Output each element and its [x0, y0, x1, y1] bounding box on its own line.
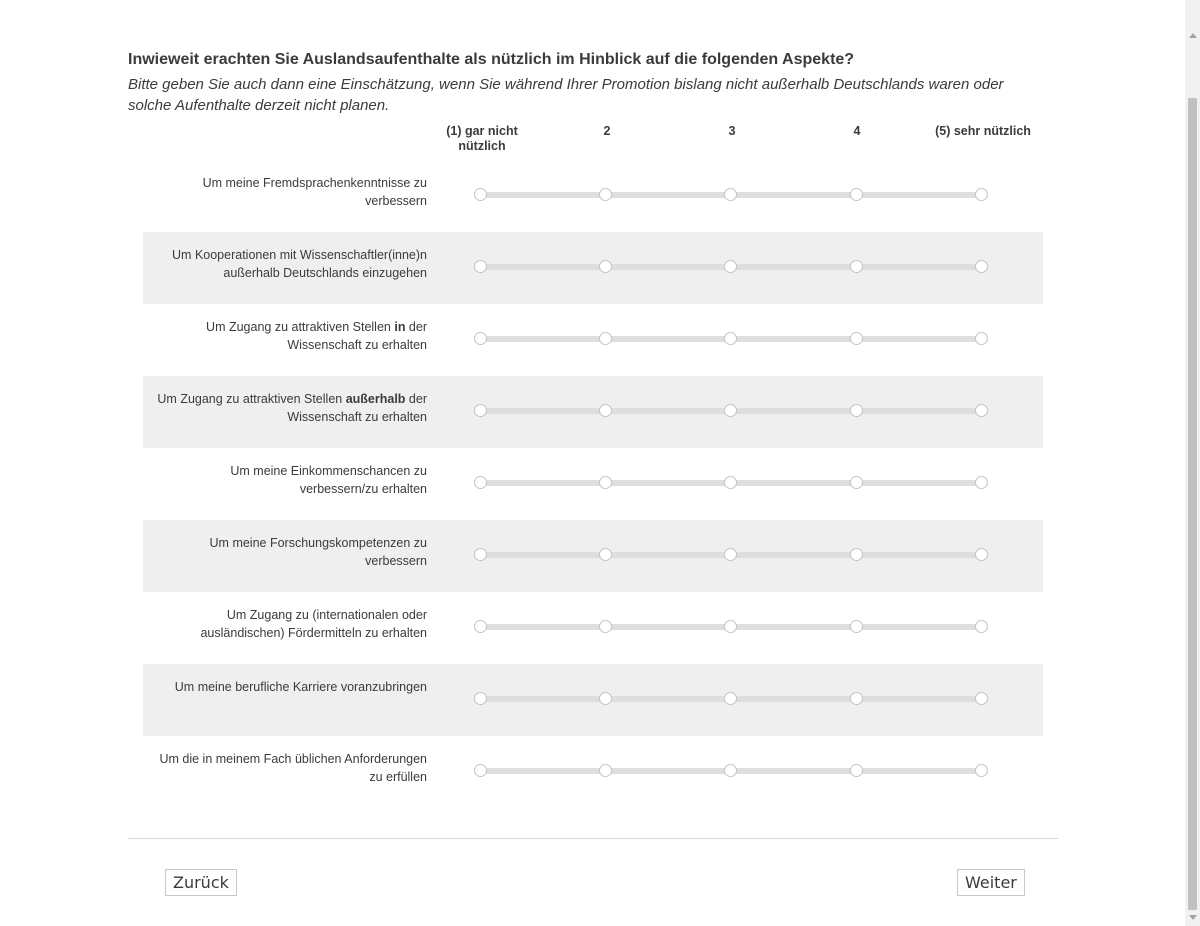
radio-option-2[interactable] — [599, 332, 612, 345]
radio-option-1[interactable] — [474, 188, 487, 201]
radio-option-2[interactable] — [599, 548, 612, 561]
radio-option-4[interactable] — [850, 620, 863, 633]
matrix-row — [143, 664, 1043, 736]
back-button[interactable]: Zurück — [165, 869, 237, 896]
row-label: Um meine Einkommenschancen zu verbessern/zu erhalten — [230, 464, 427, 496]
radio-option-1[interactable] — [474, 476, 487, 489]
radio-option-5[interactable] — [975, 260, 988, 273]
radio-option-2[interactable] — [599, 260, 612, 273]
radio-option-1[interactable] — [474, 260, 487, 273]
radio-option-5[interactable] — [975, 476, 988, 489]
scroll-down-icon[interactable] — [1189, 915, 1197, 920]
radio-option-3[interactable] — [724, 620, 737, 633]
radio-option-2[interactable] — [599, 188, 612, 201]
vertical-scrollbar[interactable] — [1185, 0, 1200, 926]
matrix-row — [143, 592, 1043, 664]
radio-option-5[interactable] — [975, 332, 988, 345]
matrix-rows — [143, 160, 1043, 808]
radio-option-4[interactable] — [850, 188, 863, 201]
footer-divider — [128, 838, 1058, 839]
radio-option-4[interactable] — [850, 692, 863, 705]
radio-option-4[interactable] — [850, 548, 863, 561]
matrix-row — [143, 160, 1043, 232]
scale-header-2: 2 — [603, 124, 611, 138]
row-label: Um die in meinem Fach üblichen Anforderungen zu erfüllen — [159, 752, 427, 784]
radio-option-4[interactable] — [850, 332, 863, 345]
radio-option-3[interactable] — [724, 764, 737, 777]
scale-header-4: 4 — [853, 124, 861, 138]
radio-option-5[interactable] — [975, 764, 988, 777]
matrix-row — [143, 376, 1043, 448]
radio-option-1[interactable] — [474, 332, 487, 345]
scale-header-3: 3 — [728, 124, 736, 138]
row-label: Um Kooperationen mit Wissenschaftler(inne)n außerhalb Deutschlands einzugehen — [172, 248, 427, 280]
matrix-row — [143, 232, 1043, 304]
radio-option-1[interactable] — [474, 692, 487, 705]
radio-option-5[interactable] — [975, 404, 988, 417]
radio-option-4[interactable] — [850, 260, 863, 273]
radio-option-2[interactable] — [599, 620, 612, 633]
radio-option-3[interactable] — [724, 332, 737, 345]
radio-option-3[interactable] — [724, 476, 737, 489]
radio-option-4[interactable] — [850, 476, 863, 489]
radio-option-5[interactable] — [975, 620, 988, 633]
radio-option-3[interactable] — [724, 260, 737, 273]
row-label: Um Zugang zu attraktiven Stellen außerhalb der Wissenschaft zu erhalten — [157, 392, 427, 424]
radio-option-4[interactable] — [850, 764, 863, 777]
radio-option-2[interactable] — [599, 764, 612, 777]
scrollbar-thumb[interactable] — [1188, 98, 1197, 910]
question-hint: Bitte geben Sie auch dann eine Einschätzung, wenn Sie während Ihrer Promotion bislang nicht außerhalb Deutschlands waren oder solche Aufenthalte derzeit nicht planen. — [128, 76, 1004, 114]
scroll-up-icon[interactable] — [1189, 33, 1197, 38]
radio-option-1[interactable] — [474, 548, 487, 561]
row-label: Um meine Fremdsprachenkenntnisse zu verbessern — [202, 176, 427, 208]
radio-option-3[interactable] — [724, 404, 737, 417]
row-label: Um meine Forschungskompetenzen zu verbessern — [209, 536, 427, 568]
matrix-row — [143, 448, 1043, 520]
radio-option-1[interactable] — [474, 404, 487, 417]
radio-option-1[interactable] — [474, 764, 487, 777]
radio-option-2[interactable] — [599, 692, 612, 705]
radio-option-5[interactable] — [975, 548, 988, 561]
radio-option-5[interactable] — [975, 692, 988, 705]
matrix-row — [143, 520, 1043, 592]
scale-header-1: (1) gar nicht nützlich — [446, 124, 518, 153]
radio-option-1[interactable] — [474, 620, 487, 633]
row-label: Um meine berufliche Karriere voranzubringen — [174, 680, 427, 694]
next-button[interactable]: Weiter — [957, 869, 1025, 896]
radio-option-3[interactable] — [724, 548, 737, 561]
radio-option-4[interactable] — [850, 404, 863, 417]
question-title: Inwieweit erachten Sie Auslandsaufenthalte als nützlich im Hinblick auf die folgenden Aspekte? — [128, 51, 855, 68]
radio-option-2[interactable] — [599, 476, 612, 489]
radio-option-2[interactable] — [599, 404, 612, 417]
row-label: Um Zugang zu (internationalen oder ausländischen) Fördermitteln zu erhalten — [200, 608, 427, 640]
radio-option-3[interactable] — [724, 188, 737, 201]
radio-option-5[interactable] — [975, 188, 988, 201]
row-label: Um Zugang zu attraktiven Stellen in der Wissenschaft zu erhalten — [206, 320, 427, 352]
matrix-row — [143, 304, 1043, 376]
radio-option-3[interactable] — [724, 692, 737, 705]
matrix-row — [143, 736, 1043, 808]
scale-header-5: (5) sehr nützlich — [935, 124, 1031, 138]
